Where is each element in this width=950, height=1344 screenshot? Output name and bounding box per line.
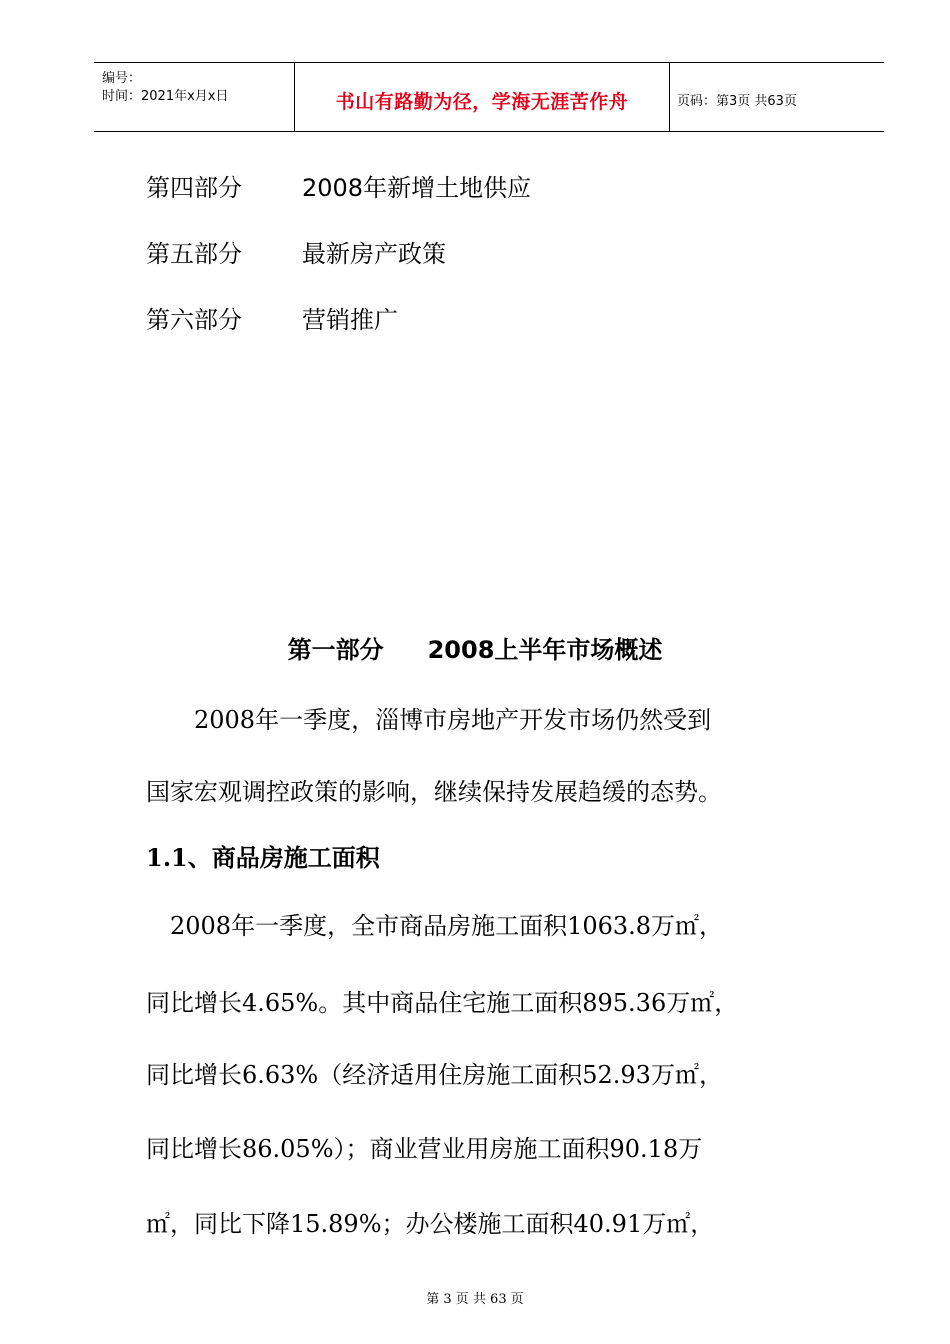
- paragraph-line: 同比增长6.63%（经济适用住房施工面积52.93万㎡，: [146, 1061, 723, 1089]
- toc-part: 第五部分: [146, 240, 242, 268]
- number-label: 编号：: [102, 71, 142, 86]
- header-page-cell: [669, 63, 884, 131]
- page-header: [94, 62, 884, 132]
- section-heading: 2008上半年市场概述: [427, 636, 663, 664]
- paragraph-line: 同比增长4.65%。其中商品住宅施工面积895.36万㎡，: [146, 989, 739, 1017]
- toc-item: [146, 168, 531, 203]
- header-meta-cell: [94, 63, 294, 131]
- paragraph-line: ㎡，同比下降15.89%；办公楼施工面积40.91万㎡，: [146, 1210, 715, 1238]
- toc-part: 第四部分: [146, 174, 242, 202]
- toc-title: 最新房产政策: [302, 240, 446, 268]
- time-label: 时间：2021年x月x日: [102, 89, 229, 104]
- toc-title: 2008年新增土地供应: [302, 174, 532, 202]
- paragraph-line: 国家宏观调控政策的影响，继续保持发展趋缓的态势。: [146, 778, 722, 806]
- page-footer: 第 3 页 共 63 页: [426, 1292, 524, 1307]
- section-title: [0, 630, 950, 665]
- paragraph-line: 同比增长86.05%）；商业营业用房施工面积90.18万: [146, 1135, 703, 1163]
- paragraph-line: 2008年一季度，淄博市房地产开发市场仍然受到: [146, 706, 712, 734]
- toc-title: 营销推广: [302, 306, 398, 334]
- paragraph-line: 2008年一季度，全市商品房施工面积1063.8万㎡，: [146, 912, 724, 940]
- page-label: 页码：第3页 共63页: [677, 94, 797, 109]
- toc-part: 第六部分: [146, 306, 242, 334]
- motto-text: 书山有路勤为径，学海无涯苦作舟: [335, 91, 629, 113]
- header-motto-cell: [294, 63, 670, 131]
- toc-item: [146, 234, 446, 269]
- section-part: 第一部分: [287, 636, 384, 664]
- toc-item: [146, 300, 398, 335]
- subsection-heading: 1.1、商品房施工面积: [146, 843, 380, 872]
